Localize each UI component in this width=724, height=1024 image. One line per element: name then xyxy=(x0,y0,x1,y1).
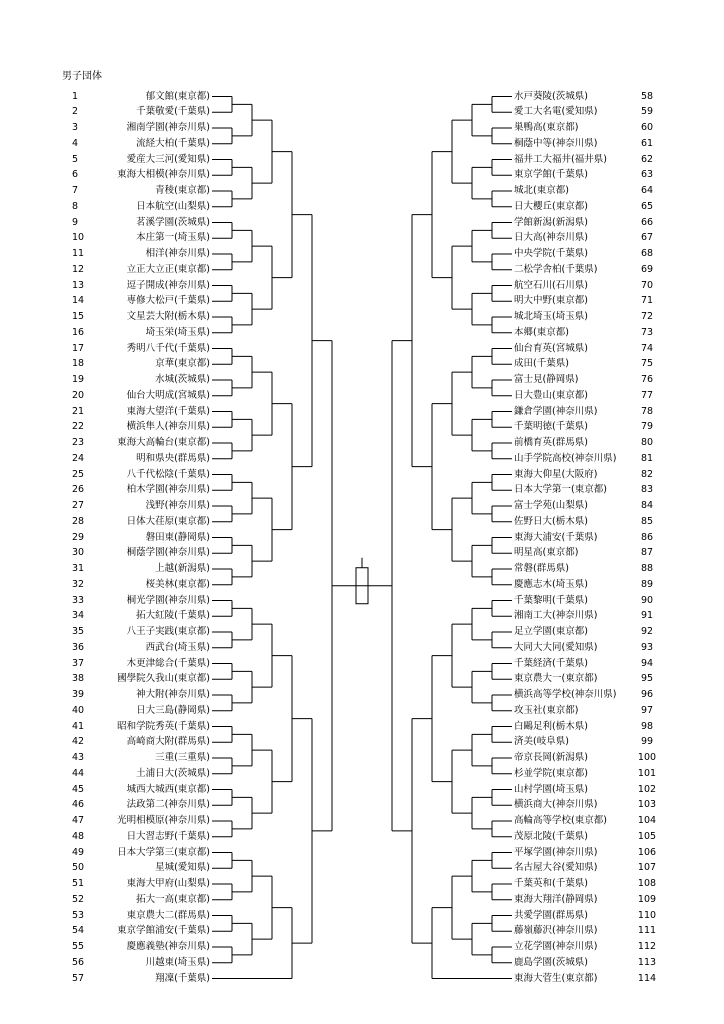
entry-number: 62 xyxy=(640,153,654,165)
entry-number: 41 xyxy=(72,720,85,732)
team-name: 白鷗足利(栃木県) xyxy=(514,720,588,732)
team-name: 東海大甲府(山梨県) xyxy=(126,878,210,889)
entry-number: 58 xyxy=(640,90,654,102)
entry-number: 78 xyxy=(640,405,654,417)
team-name: 足立学園(東京都) xyxy=(514,626,588,637)
team-name: 日大三島(静岡県) xyxy=(136,704,210,716)
team-name: 前橋育英(群馬県) xyxy=(514,437,588,448)
entry-number: 45 xyxy=(72,783,85,795)
entry-number: 29 xyxy=(72,531,85,543)
team-name: 千葉経済(千葉県) xyxy=(514,657,588,669)
page-title: 男子団体 xyxy=(62,71,102,82)
team-name: 神大附(神奈川県) xyxy=(136,689,210,700)
team-name: 木更津総合(千葉県) xyxy=(126,657,210,669)
entry-number: 57 xyxy=(72,972,85,984)
entry-number: 12 xyxy=(72,263,85,275)
entry-number: 19 xyxy=(72,374,85,385)
team-name: 城西大城西(東京都) xyxy=(126,783,210,795)
team-name: 明和県央(群馬県) xyxy=(136,452,210,464)
entry-number: 77 xyxy=(640,389,654,401)
team-name: 光明相模原(神奈川県) xyxy=(117,815,210,826)
team-name: 桐蔭中等(神奈川県) xyxy=(514,137,598,149)
entry-number: 63 xyxy=(640,169,654,181)
entry-number: 15 xyxy=(72,311,85,322)
entry-number: 56 xyxy=(72,956,85,968)
entry-number: 33 xyxy=(72,594,85,606)
team-name: 攻玉社(東京都) xyxy=(514,704,579,716)
team-name: 日体大荏原(東京都) xyxy=(126,515,210,527)
team-name: 東京農大一(東京都) xyxy=(514,673,598,685)
entry-number: 39 xyxy=(72,689,85,700)
entry-number: 14 xyxy=(72,295,85,307)
team-name: 拓大紅陵(千葉県) xyxy=(136,610,210,622)
team-name: 鹿島学園(茨城県) xyxy=(514,956,588,968)
team-name: 成田(千葉県) xyxy=(514,358,569,370)
team-name: 浅野(神奈川県) xyxy=(145,500,210,511)
team-name: 東海大浦安(千葉県) xyxy=(514,531,598,543)
team-name: 専修大松戸(千葉県) xyxy=(126,295,210,307)
entry-number: 35 xyxy=(72,626,85,637)
entry-number: 75 xyxy=(640,358,654,370)
entry-number: 68 xyxy=(640,248,654,259)
entry-number: 16 xyxy=(72,326,85,338)
entry-number: 26 xyxy=(72,484,85,496)
team-name: 日大習志野(千葉県) xyxy=(126,830,210,842)
entry-number: 108 xyxy=(637,878,657,889)
entry-number: 54 xyxy=(72,925,85,937)
team-name: 富士学苑(山梨県) xyxy=(514,500,588,511)
entry-number: 110 xyxy=(637,909,657,921)
entry-number: 5 xyxy=(72,153,79,165)
entry-number: 34 xyxy=(72,610,85,622)
entry-number: 100 xyxy=(637,752,657,763)
entry-number: 102 xyxy=(637,783,657,795)
team-name: 逗子開成(神奈川県) xyxy=(126,279,210,291)
team-name: 帝京長岡(新潟県) xyxy=(514,752,588,763)
entry-number: 43 xyxy=(72,752,85,763)
team-name: 水戸葵陵(茨城県) xyxy=(514,90,588,102)
entry-number: 24 xyxy=(72,452,85,464)
team-name: 茗溪学園(茨城県) xyxy=(136,216,210,228)
team-name: 二松学舎柏(千葉県) xyxy=(514,263,598,275)
entry-number: 82 xyxy=(640,468,654,480)
team-name: 昭和学院秀英(千葉県) xyxy=(117,720,210,732)
entry-number: 52 xyxy=(72,893,85,905)
entry-number: 104 xyxy=(637,815,657,826)
team-name: 日大豊山(東京都) xyxy=(514,389,588,401)
team-name: 山村学園(埼玉県) xyxy=(514,783,588,795)
team-name: 西武台(埼玉県) xyxy=(145,641,210,653)
team-name: 青稜(東京都) xyxy=(155,185,210,196)
team-name: 慶應義塾(神奈川県) xyxy=(126,941,210,952)
team-name: 慶應志木(埼玉県) xyxy=(514,578,588,590)
team-name: 日本大学第三(東京都) xyxy=(117,846,210,858)
entry-number: 99 xyxy=(640,736,654,748)
team-name: 本庄第一(埼玉県) xyxy=(136,232,210,244)
team-name: 三重(三重県) xyxy=(155,752,210,763)
entry-number: 109 xyxy=(637,893,657,905)
team-name: 佐野日大(栃木県) xyxy=(514,515,588,527)
team-name: 星城(愛知県) xyxy=(155,862,210,874)
team-name: 横浜商大(神奈川県) xyxy=(514,799,598,811)
team-name: 山手学院高校(神奈川県) xyxy=(514,452,617,464)
entry-number: 40 xyxy=(72,704,85,716)
entry-number: 23 xyxy=(72,437,85,448)
entry-number: 55 xyxy=(72,941,85,952)
team-name: 千葉黎明(千葉県) xyxy=(514,594,588,606)
entry-number: 25 xyxy=(72,468,85,480)
team-name: 愛産大三河(愛知県) xyxy=(126,153,210,165)
entry-number: 101 xyxy=(637,767,657,779)
entry-number: 113 xyxy=(637,956,657,968)
entry-number: 37 xyxy=(72,657,85,669)
entry-number: 73 xyxy=(640,326,654,338)
team-name: 東京学館浦安(千葉県) xyxy=(117,925,210,937)
entry-number: 111 xyxy=(637,925,657,937)
team-name: 大同大大同(愛知県) xyxy=(514,641,598,653)
entry-number: 92 xyxy=(640,626,654,637)
team-name: 八千代松陰(千葉県) xyxy=(126,468,210,480)
entry-number: 27 xyxy=(72,500,85,511)
team-name: 文星芸大附(栃木県) xyxy=(126,311,210,322)
entry-number: 21 xyxy=(72,405,85,417)
entry-number: 67 xyxy=(640,232,654,244)
entry-number: 114 xyxy=(637,972,657,984)
team-name: 翔凜(千葉県) xyxy=(155,972,210,984)
team-name: 日本大学第一(東京都) xyxy=(514,484,607,496)
team-name: 八王子実践(東京都) xyxy=(126,626,210,637)
team-name: 平塚学園(神奈川県) xyxy=(514,846,598,858)
team-name: 立花学園(神奈川県) xyxy=(514,941,598,952)
entry-number: 83 xyxy=(640,484,654,496)
team-name: 中央学院(千葉県) xyxy=(514,248,588,259)
team-name: 柏木学園(神奈川県) xyxy=(126,484,210,496)
entry-number: 18 xyxy=(72,358,85,370)
entry-number: 85 xyxy=(640,515,654,527)
team-name: 東京学館(千葉県) xyxy=(514,169,588,181)
team-name: 城北(東京都) xyxy=(514,185,569,196)
team-name: 水城(茨城県) xyxy=(155,374,210,385)
team-name: 杉並学院(東京都) xyxy=(514,767,588,779)
entry-number: 74 xyxy=(640,342,654,354)
entry-number: 87 xyxy=(640,547,654,559)
team-name: 千葉明徳(千葉県) xyxy=(514,421,588,433)
entry-number: 11 xyxy=(72,248,85,259)
team-name: 明大中野(東京都) xyxy=(514,295,588,307)
team-name: 藤嶺藤沢(神奈川県) xyxy=(514,925,598,937)
entry-number: 93 xyxy=(640,641,654,653)
team-name: 國學院久我山(東京都) xyxy=(117,673,210,685)
entry-number: 48 xyxy=(72,830,85,842)
team-name: 仙台育英(宮城県) xyxy=(514,342,588,354)
entry-number: 112 xyxy=(637,941,657,952)
team-name: 相洋(神奈川県) xyxy=(145,248,210,259)
team-name: 東京農大二(群馬県) xyxy=(126,909,210,921)
team-name: 上越(新潟県) xyxy=(155,563,210,574)
entry-number: 105 xyxy=(637,830,657,842)
team-name: 立正大立正(東京都) xyxy=(126,263,210,275)
entry-number: 8 xyxy=(72,200,79,212)
entry-number: 4 xyxy=(72,137,79,149)
team-name: 高崎商大附(群馬県) xyxy=(126,736,210,748)
entry-number: 28 xyxy=(72,515,85,527)
team-name: 東海大菅生(東京都) xyxy=(514,972,598,984)
team-name: 東海大仰星(大阪府) xyxy=(514,468,598,480)
entry-number: 91 xyxy=(640,610,654,622)
entry-number: 86 xyxy=(640,531,654,543)
entry-number: 53 xyxy=(72,909,85,921)
entry-number: 76 xyxy=(640,374,654,385)
entry-number: 30 xyxy=(72,547,85,559)
team-name: 茂原北陵(千葉県) xyxy=(514,830,588,842)
team-name: 明星高(東京都) xyxy=(514,547,579,559)
entry-number: 49 xyxy=(72,846,85,858)
team-name: 日大高(神奈川県) xyxy=(514,232,588,244)
team-name: 桐光学園(神奈川県) xyxy=(126,594,210,606)
team-name: 京華(東京都) xyxy=(155,358,210,370)
team-name: 巣鴨高(東京都) xyxy=(514,122,579,133)
team-name: 日本航空(山梨県) xyxy=(136,200,210,212)
entry-number: 90 xyxy=(640,594,654,606)
entry-number: 89 xyxy=(640,578,654,590)
entry-number: 107 xyxy=(637,862,657,874)
entry-number: 1 xyxy=(72,90,79,102)
entry-number: 72 xyxy=(640,311,654,322)
entry-number: 60 xyxy=(640,122,654,133)
team-name: 常磐(群馬県) xyxy=(514,563,569,574)
team-name: 湘南工大(神奈川県) xyxy=(514,610,598,622)
entry-number: 20 xyxy=(72,389,85,401)
team-name: 流経大柏(千葉県) xyxy=(136,137,210,149)
entry-number: 17 xyxy=(72,342,85,354)
team-name: 磐田東(静岡県) xyxy=(145,531,210,543)
entry-number: 66 xyxy=(640,216,654,228)
entry-number: 94 xyxy=(640,657,654,669)
team-name: 拓大一高(東京都) xyxy=(136,893,210,905)
entry-number: 51 xyxy=(72,878,85,889)
entry-number: 80 xyxy=(640,437,654,448)
team-name: 桜美林(東京都) xyxy=(145,578,210,590)
team-name: 千葉敬愛(千葉県) xyxy=(136,106,210,118)
entry-number: 47 xyxy=(72,815,85,826)
entry-number: 3 xyxy=(72,122,79,133)
entry-number: 46 xyxy=(72,799,85,811)
team-name: 東海大望洋(千葉県) xyxy=(126,405,210,417)
team-name: 仙台大明成(宮城県) xyxy=(126,389,210,401)
team-name: 福井工大福井(福井県) xyxy=(514,153,607,165)
entry-number: 31 xyxy=(72,563,85,574)
entry-number: 2 xyxy=(72,106,79,118)
team-name: 名古屋大谷(愛知県) xyxy=(514,862,598,874)
team-name: 土浦日大(茨城県) xyxy=(136,767,210,779)
entry-number: 84 xyxy=(640,500,654,511)
entry-number: 50 xyxy=(72,862,85,874)
team-name: 横浜隼人(神奈川県) xyxy=(126,421,210,433)
team-name: 法政第二(神奈川県) xyxy=(126,799,210,811)
team-name: 高輪高等学校(東京都) xyxy=(514,815,607,826)
entry-number: 10 xyxy=(72,232,85,244)
entry-number: 69 xyxy=(640,263,654,275)
entry-number: 59 xyxy=(640,106,654,118)
entry-number: 44 xyxy=(72,767,85,779)
team-name: 学館新潟(新潟県) xyxy=(514,216,588,228)
team-name: 本郷(東京都) xyxy=(514,326,569,338)
team-name: 済美(岐阜県) xyxy=(514,736,569,748)
entry-number: 106 xyxy=(637,846,657,858)
entry-number: 71 xyxy=(640,295,654,307)
entry-number: 36 xyxy=(72,641,85,653)
entry-number: 70 xyxy=(640,279,654,291)
entry-number: 42 xyxy=(72,736,85,748)
entry-number: 38 xyxy=(72,673,85,685)
team-name: 湘南学園(神奈川県) xyxy=(126,122,210,133)
team-name: 桐蔭学園(神奈川県) xyxy=(126,547,210,559)
team-name: 富士見(静岡県) xyxy=(514,374,579,385)
team-name: 愛工大名電(愛知県) xyxy=(514,106,598,118)
team-name: 共愛学園(群馬県) xyxy=(514,909,588,921)
entry-number: 61 xyxy=(640,137,654,149)
team-name: 秀明八千代(千葉県) xyxy=(126,342,210,354)
team-name: 東海大高輪台(東京都) xyxy=(117,437,210,448)
entry-number: 7 xyxy=(72,185,79,196)
team-name: 日大櫻丘(東京都) xyxy=(514,200,588,212)
team-name: 川越東(埼玉県) xyxy=(145,956,210,968)
entry-number: 81 xyxy=(640,452,654,464)
entry-number: 6 xyxy=(72,169,79,181)
team-name: 東海大翔洋(静岡県) xyxy=(514,893,598,905)
team-name: 城北埼玉(埼玉県) xyxy=(514,311,588,322)
entry-number: 96 xyxy=(640,689,654,700)
team-name: 鎌倉学園(神奈川県) xyxy=(514,405,598,417)
entry-number: 95 xyxy=(640,673,654,685)
team-name: 郁文館(東京都) xyxy=(145,90,210,102)
entry-number: 9 xyxy=(72,216,79,228)
entry-number: 32 xyxy=(72,578,85,590)
entry-number: 103 xyxy=(637,799,657,811)
team-name: 横浜高等学校(神奈川県) xyxy=(514,689,617,700)
team-name: 千葉英和(千葉県) xyxy=(514,878,588,889)
team-name: 東海大相模(神奈川県) xyxy=(117,169,210,181)
team-name: 航空石川(石川県) xyxy=(514,279,588,291)
entry-number: 64 xyxy=(640,185,654,196)
entry-number: 88 xyxy=(640,563,654,574)
entry-number: 97 xyxy=(640,704,654,716)
entry-number: 22 xyxy=(72,421,85,433)
entry-number: 79 xyxy=(640,421,654,433)
entry-number: 65 xyxy=(640,200,654,212)
entry-number: 98 xyxy=(640,720,654,732)
entry-number: 13 xyxy=(72,279,85,291)
team-name: 埼玉栄(埼玉県) xyxy=(145,326,210,338)
